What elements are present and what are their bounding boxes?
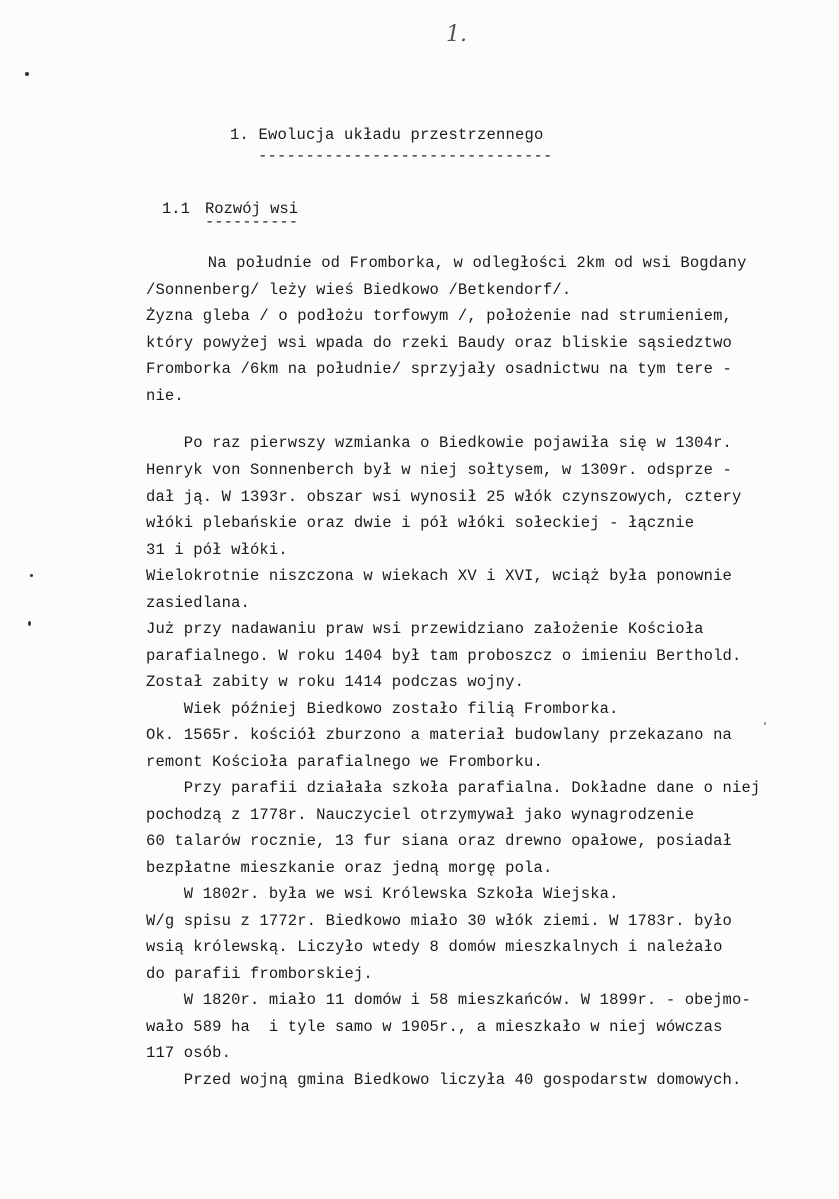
scan-speck (25, 72, 29, 76)
text-line: wsią królewską. Liczyło wtedy 8 domów mieszkalnych i należało (146, 938, 723, 956)
text-line: do parafii fromborskiej. (146, 965, 373, 983)
text-line: zasiedlana. (146, 594, 250, 612)
chapter-heading-underline: ------------------------------- (258, 147, 553, 165)
text-line: pochodzą z 1778r. Nauczyciel otrzymywał jako wynagrodzenie (146, 806, 695, 824)
scan-speck (764, 722, 766, 725)
text-line: Henryk von Sonnenberch był w niej sołtysem, w 1309r. odsprze - (146, 461, 732, 479)
text-line: który powyżej wsi wpada do rzeki Baudy oraz bliskie sąsiedztwo (146, 334, 732, 352)
text-line: Fromborka /6km na południe/ sprzyjały osadnictwu na tym tere - (146, 360, 732, 378)
page-number: 1. (446, 22, 467, 47)
text-line: Na południe od Fromborka, w odległości 2km od wsi Bogdany (170, 254, 747, 272)
text-line: Ok. 1565r. kościół zburzono a materiał budowlany przekazano na (146, 726, 732, 744)
text-line: Już przy nadawaniu praw wsi przewidziano założenie Kościoła (146, 620, 704, 638)
text-line: dał ją. W 1393r. obszar wsi wynosił 25 włók czynszowych, cztery (146, 488, 742, 506)
text-line: /Sonnenberg/ leży wieś Biedkowo /Betkendorf/. (146, 281, 572, 299)
section-title-underline: ---------- (205, 213, 299, 231)
chapter-heading: 1. Ewolucja układu przestrzennego (230, 126, 544, 144)
text-line: Po raz pierwszy wzmianka o Biedkowie pojawiła się w 1304r. (146, 434, 732, 452)
text-line: Żyzna gleba / o podłożu torfowym /, położenie nad strumieniem, (146, 307, 732, 325)
text-line: parafialnego. W roku 1404 był tam proboszcz o imieniu Berthold. (146, 647, 742, 665)
text-line: 117 osób. (146, 1044, 232, 1062)
text-line: Został zabity w roku 1414 podczas wojny. (146, 673, 525, 691)
text-line: 31 i pół włóki. (146, 541, 288, 559)
text-line: W/g spisu z 1772r. Biedkowo miało 30 włók ziemi. W 1783r. było (146, 912, 732, 930)
text-line: Wielokrotnie niszczona w wiekach XV i XVI, wciąż była ponownie (146, 567, 732, 585)
text-line: remont Kościoła parafialnego we Fromborku. (146, 753, 543, 771)
text-line: Przed wojną gmina Biedkowo liczyła 40 gospodarstw domowych. (146, 1071, 742, 1089)
text-line: bezpłatne mieszkanie oraz jedną morgę pola. (146, 859, 553, 877)
text-line: wało 589 ha i tyle samo w 1905r., a mieszkało w niej wówczas (146, 1018, 723, 1036)
section-title: Rozwój wsi (205, 200, 299, 218)
text-line: W 1820r. miało 11 domów i 58 mieszkańców. W 1899r. - obejmo- (146, 991, 751, 1009)
text-line: Wiek później Biedkowo zostało filią Fromborka. (146, 700, 619, 718)
text-line: nie. (146, 387, 184, 405)
section-number: 1.1 (162, 200, 190, 218)
text-line: W 1802r. była we wsi Królewska Szkoła Wiejska. (146, 885, 619, 903)
text-line: włóki plebańskie oraz dwie i pół włóki sołeckiej - łącznie (146, 514, 695, 532)
scan-speck (28, 621, 31, 626)
text-line: 60 talarów rocznie, 13 fur siana oraz drewno opałowe, posiadał (146, 832, 732, 850)
text-line: Przy parafii działała szkoła parafialna. Dokładne dane o niej (146, 779, 761, 797)
scan-speck (30, 574, 33, 577)
